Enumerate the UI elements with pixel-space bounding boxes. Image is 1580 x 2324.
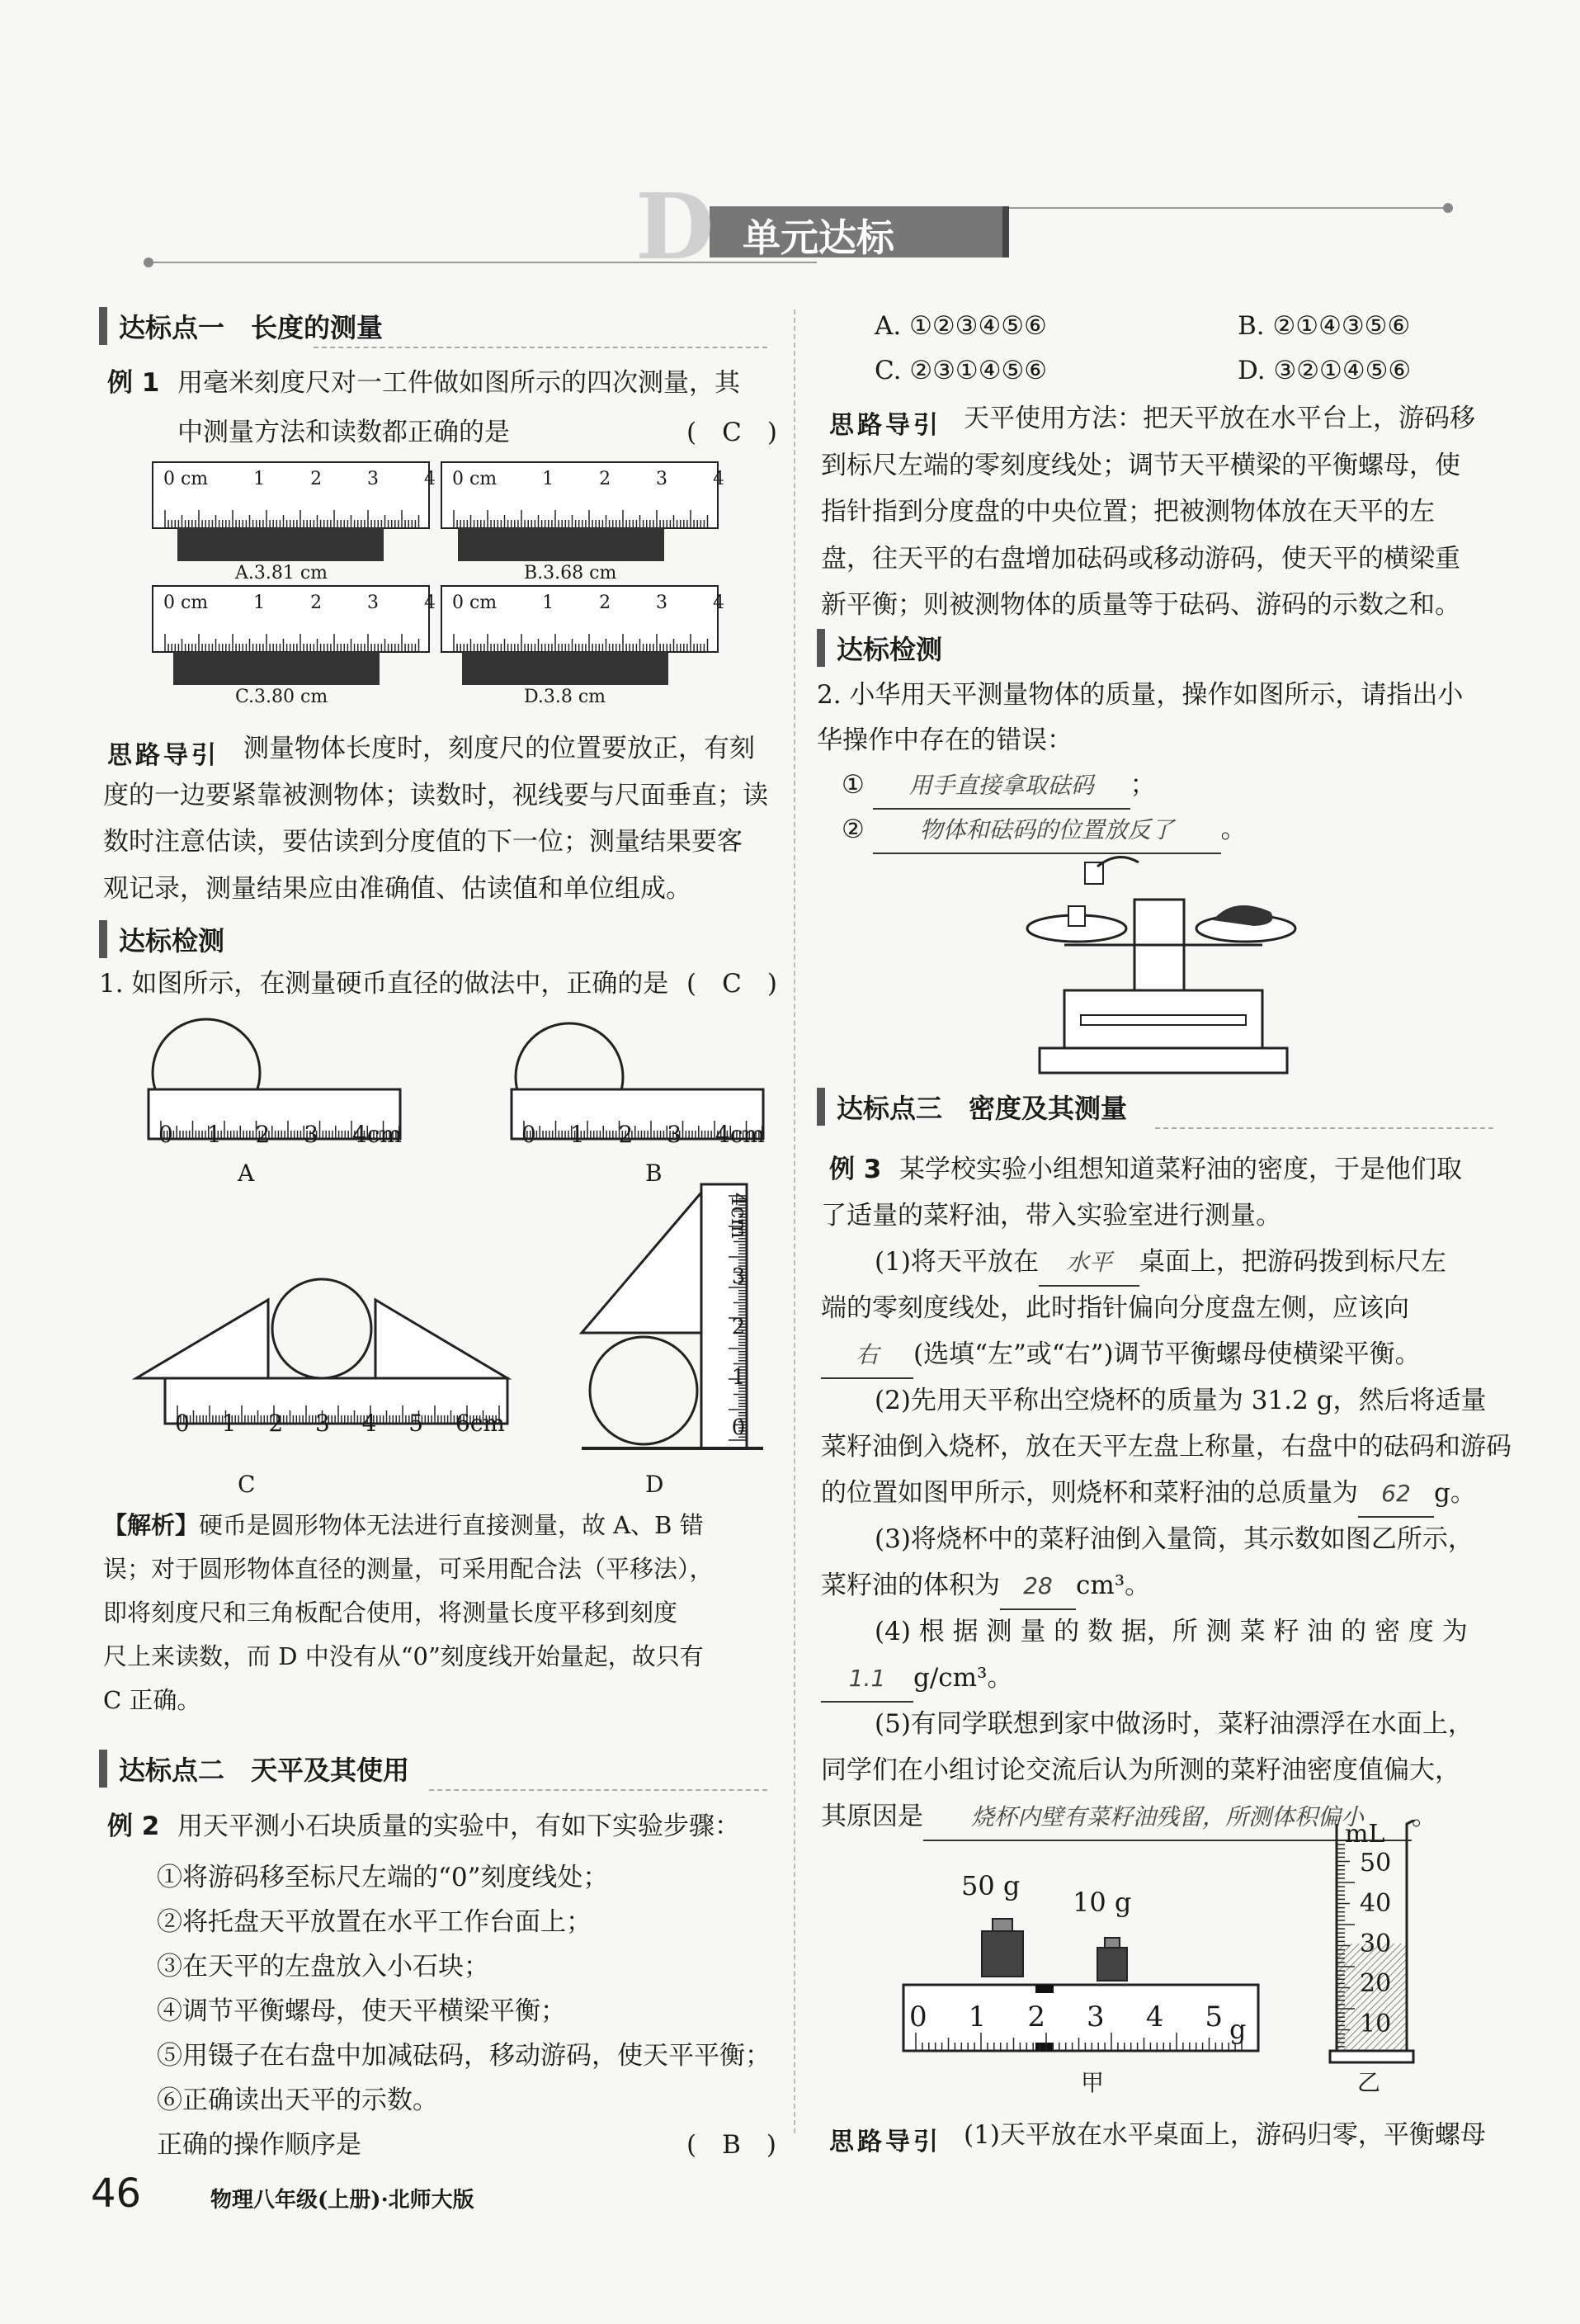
guide-2-line: 盘，往天平的右盘增加砝码或移动游码，使天平的横梁重 <box>821 544 1460 574</box>
tick-label: 2 <box>599 469 611 489</box>
part-5-line3: 其原因是 烧杯内壁有菜籽油残留，所测体积偏小 。 <box>821 1794 1437 1841</box>
answer-text: C <box>722 969 742 999</box>
analysis-line: 即将刻度尺和三角板配合使用，将测量长度平移到刻度 <box>103 1599 678 1627</box>
ruler-caption-d: D.3.8 cm <box>524 687 606 707</box>
example-2-text: 用天平测小石块质量的实验中，有如下实验步骤： <box>177 1811 740 1841</box>
tick-label: 1 <box>221 1410 237 1437</box>
part-1-line2: 端的零刻度线处，此时指针偏向分度盘左侧，应该向 <box>821 1293 1409 1323</box>
error-1-answer: 用手直接拿取砝码 <box>873 763 1130 810</box>
ruler-caption-b: B.3.68 cm <box>524 563 617 583</box>
part-3-line2: 菜籽油的体积为 28 cm³。 <box>821 1563 1150 1610</box>
section-line <box>1155 1127 1493 1129</box>
question-1-text: 1. 如图所示，在测量硬币直径的做法中，正确的是 <box>99 969 669 999</box>
analysis-line: C 正确。 <box>103 1686 201 1714</box>
guide-3-line: (1)天平放在水平桌面上，游码归零，平衡螺母 <box>964 2120 1486 2150</box>
analysis-line: 误；对于圆形物体直径的测量，可采用配合法（平移法）， <box>103 1555 714 1583</box>
part-1-answer-1: 水平 <box>1039 1240 1139 1287</box>
step-list <box>157 1855 771 2167</box>
guide-1-line: 度的一边要紧靠被测物体；读数时，视线要与尺面垂直；读 <box>103 781 768 810</box>
guide-2-line: 天平使用方法：把天平放在水平台上，游码移 <box>964 404 1475 433</box>
tick-label: 2 <box>310 593 323 613</box>
tick-label: 40 <box>1360 1888 1392 1918</box>
guide-1-line: 测量物体长度时，刻度尺的位置要放正，有刻 <box>243 734 755 763</box>
analysis-line: 尺上来读数，而 D 中没有从“0”刻度线开始量起，故只有 <box>103 1642 704 1670</box>
tick-label: 2 <box>255 1121 271 1148</box>
tick-label: 3 <box>656 593 668 613</box>
order-line: 正确的操作顺序是 <box>157 2130 361 2160</box>
page-number: 46 <box>91 2170 142 2217</box>
tick-label: 3 <box>367 469 380 489</box>
ruler-figures <box>149 458 776 722</box>
book-title: 物理八年级(上册)·北师大版 <box>210 2188 474 2213</box>
tick-label: 0 <box>731 1415 746 1440</box>
cylinder-unit: mL <box>1345 1820 1385 1849</box>
tick-label: 4 <box>361 1410 377 1437</box>
tick-label: 4 <box>424 469 436 489</box>
part-2-answer: 62 <box>1358 1471 1434 1518</box>
part-2-line3: 的位置如图甲所示，则烧杯和菜籽油的总质量为 62 g。 <box>821 1471 1476 1518</box>
tick-label: 2 <box>268 1410 284 1437</box>
guide-1-label: 思路导引 <box>107 741 219 770</box>
weight-10g: 10 g <box>1073 1887 1132 1918</box>
tick-label: 1 <box>253 469 266 489</box>
step-item: ③在天平的左盘放入小石块； <box>157 1952 489 1982</box>
part-4-line1: (4) 根 据 测 量 的 数 据，所 测 菜 籽 油 的 密 度 为 <box>875 1617 1468 1646</box>
tick-label: 1 <box>968 2000 987 2034</box>
tick-label: 4 <box>424 593 436 613</box>
example-2-label: 例 2 <box>107 1811 160 1841</box>
tick-label: 2 <box>599 593 611 613</box>
guide-2-line: 新平衡；则被测物体的质量等于砝码、游码的示数之和。 <box>821 590 1460 620</box>
example-3-line1: 某学校实验小组想知道菜籽油的密度，于是他们取 <box>899 1155 1462 1184</box>
tick-label: 2 <box>310 469 323 489</box>
part-2-line2: 菜籽油倒入烧杯，放在天平左盘上称量，右盘中的砝码和游码 <box>821 1432 1512 1462</box>
answer-text: B <box>722 2130 741 2160</box>
header-letter: D <box>635 173 715 280</box>
column-divider <box>794 309 795 2133</box>
tick-label: 6cm <box>455 1410 505 1437</box>
coin-label-b: B <box>645 1160 663 1187</box>
coin-label-d: D <box>645 1471 664 1498</box>
tick-label: 5 <box>408 1410 424 1437</box>
tick-label: 4cm <box>351 1121 402 1148</box>
tick-label: 4 <box>1145 2000 1164 2034</box>
question-2-line1: 2. 小华用天平测量物体的质量，操作如图所示，请指出小 <box>817 680 1464 710</box>
tick-label: 4cm <box>726 1193 751 1239</box>
part-4-answer: 1.1 <box>821 1656 913 1703</box>
option-a: A. ①②③④⑤⑥ <box>875 311 1047 341</box>
part-5-answer: 烧杯内壁有菜籽油残留，所测体积偏小 <box>923 1795 1412 1841</box>
tick-label: 3 <box>314 1410 330 1437</box>
step-item: ②将托盘天平放置在水平工作台面上； <box>157 1907 592 1937</box>
tick-label: 0 <box>175 1410 190 1437</box>
tick-label: 3 <box>656 469 668 489</box>
part-1-line3: 右 (选填“左”或“右”)调节平衡螺母使横梁平衡。 <box>821 1332 1421 1379</box>
example-1-answer: ( C ) <box>686 418 777 447</box>
ruler-a-labels <box>163 469 436 489</box>
guide-2-label: 思路导引 <box>829 411 941 440</box>
coin-figure-c <box>136 1279 507 1424</box>
tick-label: 1 <box>542 593 554 613</box>
analysis-line: 【解析】硬币是圆形物体无法进行直接测量，故 A、B 错 <box>103 1511 704 1539</box>
scale-labels <box>909 2000 1223 2034</box>
guide-2-line: 到标尺左端的零刻度线处；调节天平横梁的平衡螺母，使 <box>821 451 1460 480</box>
tick-label: 1 <box>206 1121 222 1148</box>
ruler-b-labels <box>452 469 724 489</box>
example-2-answer: ( B ) <box>686 2130 776 2160</box>
coin-c-ticks <box>175 1410 505 1437</box>
tick-label: 0 cm <box>452 469 498 489</box>
example-1-label: 例 1 <box>107 368 160 398</box>
section-title-length: 达标点一 长度的测量 <box>99 307 383 345</box>
question-1-answer: ( C ) <box>686 969 777 999</box>
tick-label: 4 <box>713 469 724 489</box>
check-title-2: 达标检测 <box>817 629 942 667</box>
option-c: C. ②③①④⑤⑥ <box>875 356 1048 385</box>
part-2-line1: (2)先用天平称出空烧杯的质量为 31.2 g，然后将适量 <box>875 1386 1487 1415</box>
part-3-line1: (3)将烧杯中的菜籽油倒入量筒，其示数如图乙所示， <box>875 1524 1474 1554</box>
tick-label: 3 <box>304 1121 319 1148</box>
coin-d-ticks <box>722 1193 755 1440</box>
part-1-answer-2: 右 <box>821 1333 913 1379</box>
step-item: ①将游码移至标尺左端的“0”刻度线处； <box>157 1863 609 1892</box>
tick-label: 2 <box>618 1121 634 1148</box>
header-title: 单元达标 <box>743 215 894 260</box>
part-5-line1: (5)有同学联想到家中做汤时，菜籽油漂浮在水面上， <box>875 1709 1474 1739</box>
tick-label: 0 cm <box>163 593 209 613</box>
tick-label: 50 <box>1360 1849 1392 1878</box>
figure-caption-yi: 乙 <box>1357 2069 1381 2096</box>
tick-label: 3 <box>1087 2000 1105 2034</box>
ruler-c-labels <box>163 593 436 613</box>
tick-label: 20 <box>1360 1969 1392 1999</box>
section-line <box>429 1789 767 1791</box>
section-title-density: 达标点三 密度及其测量 <box>817 1088 1127 1126</box>
option-b: B. ②①④③⑤⑥ <box>1238 311 1411 341</box>
tick-label: 2 <box>731 1314 746 1339</box>
option-d: D. ③②①④⑤⑥ <box>1238 356 1412 385</box>
tick-label: 1 <box>569 1121 585 1148</box>
tick-label: 1 <box>542 469 554 489</box>
example-1-line1: 用毫米刻度尺对一工件做如图所示的四次测量，其 <box>177 368 740 398</box>
example-3-label: 例 3 <box>829 1155 882 1184</box>
tick-label: 10 <box>1360 2010 1392 2038</box>
part-1-line1: (1)将天平放在 水平 桌面上，把游码拨到标尺左 <box>875 1240 1446 1287</box>
part-4-line2: 1.1 g/cm³。 <box>821 1656 1012 1703</box>
balance-illustration <box>1015 850 1312 1081</box>
tick-label: 0 cm <box>163 469 209 489</box>
section-line <box>314 347 767 348</box>
step-item: ⑤用镊子在右盘中加减砝码，移动游码，使天平平衡； <box>157 2041 771 2071</box>
coin-a-ticks <box>158 1121 402 1148</box>
coin-label-c: C <box>238 1471 256 1498</box>
weight-50g: 50 g <box>961 1870 1021 1901</box>
section-title-balance: 达标点二 天平及其使用 <box>99 1750 409 1788</box>
tick-label: 4 <box>713 593 724 613</box>
cylinder-labels <box>1360 1849 1391 2038</box>
tick-label: 1 <box>253 593 266 613</box>
guide-2-line: 指针指到分度盘的中央位置；把被测物体放在天平的左 <box>821 497 1435 527</box>
error-2: ② 物体和砝码的位置放反了 。 <box>842 807 1247 854</box>
tick-label: 0 cm <box>452 593 498 613</box>
tick-label: 4cm <box>715 1121 765 1148</box>
tick-label: 1 <box>731 1364 746 1390</box>
coin-figures <box>132 1015 784 1477</box>
example-1-line2: 中测量方法和读数都正确的是 <box>177 418 510 447</box>
tick-label: 0 <box>158 1121 173 1148</box>
question-2-line2: 华操作中存在的错误： <box>817 725 1073 755</box>
scale-unit: g <box>1229 2014 1247 2045</box>
ruler-caption-c: C.3.80 cm <box>235 687 328 707</box>
tick-label: 30 <box>1360 1929 1392 1958</box>
coin-label-a: A <box>238 1160 255 1187</box>
ruler-caption-a: A.3.81 cm <box>235 563 328 583</box>
step-item: ④调节平衡螺母，使天平横梁平衡； <box>157 1996 566 2026</box>
part-5-line2: 同学们在小组讨论交流后认为所测的菜籽油密度值偏大， <box>821 1755 1460 1785</box>
tick-label: 2 <box>1027 2000 1045 2034</box>
tick-label: 0 <box>521 1121 536 1148</box>
tick-label: 3 <box>667 1121 682 1148</box>
guide-1-line: 数时注意估读，要估读到分度值的下一位；测量结果要客 <box>103 827 743 857</box>
step-item: ⑥正确读出天平的示数。 <box>157 2085 438 2115</box>
figure-caption-jia: 甲 <box>1081 2069 1105 2096</box>
analysis-label: 【解析】 <box>103 1511 200 1539</box>
tick-label: 3 <box>731 1264 746 1289</box>
answer-text: C <box>722 418 742 447</box>
tick-label: 3 <box>367 593 380 613</box>
tick-label: 5 <box>1205 2000 1223 2034</box>
error-2-answer: 物体和砝码的位置放反了 <box>873 808 1221 854</box>
part-3-answer: 28 <box>1000 1564 1076 1610</box>
analysis-block <box>103 1504 780 1722</box>
tick-label: 0 <box>909 2000 927 2034</box>
guide-1-line: 观记录，测量结果应由准确值、估读值和单位组成。 <box>103 874 691 904</box>
error-1: ① 用手直接拿取砝码 ； <box>842 763 1156 810</box>
guide-3-label: 思路导引 <box>829 2128 941 2156</box>
example-3-line2: 了适量的菜籽油，带入实验室进行测量。 <box>821 1201 1281 1230</box>
check-title-1: 达标检测 <box>99 920 224 958</box>
ruler-d-labels <box>452 593 724 613</box>
coin-b-ticks <box>521 1121 765 1148</box>
